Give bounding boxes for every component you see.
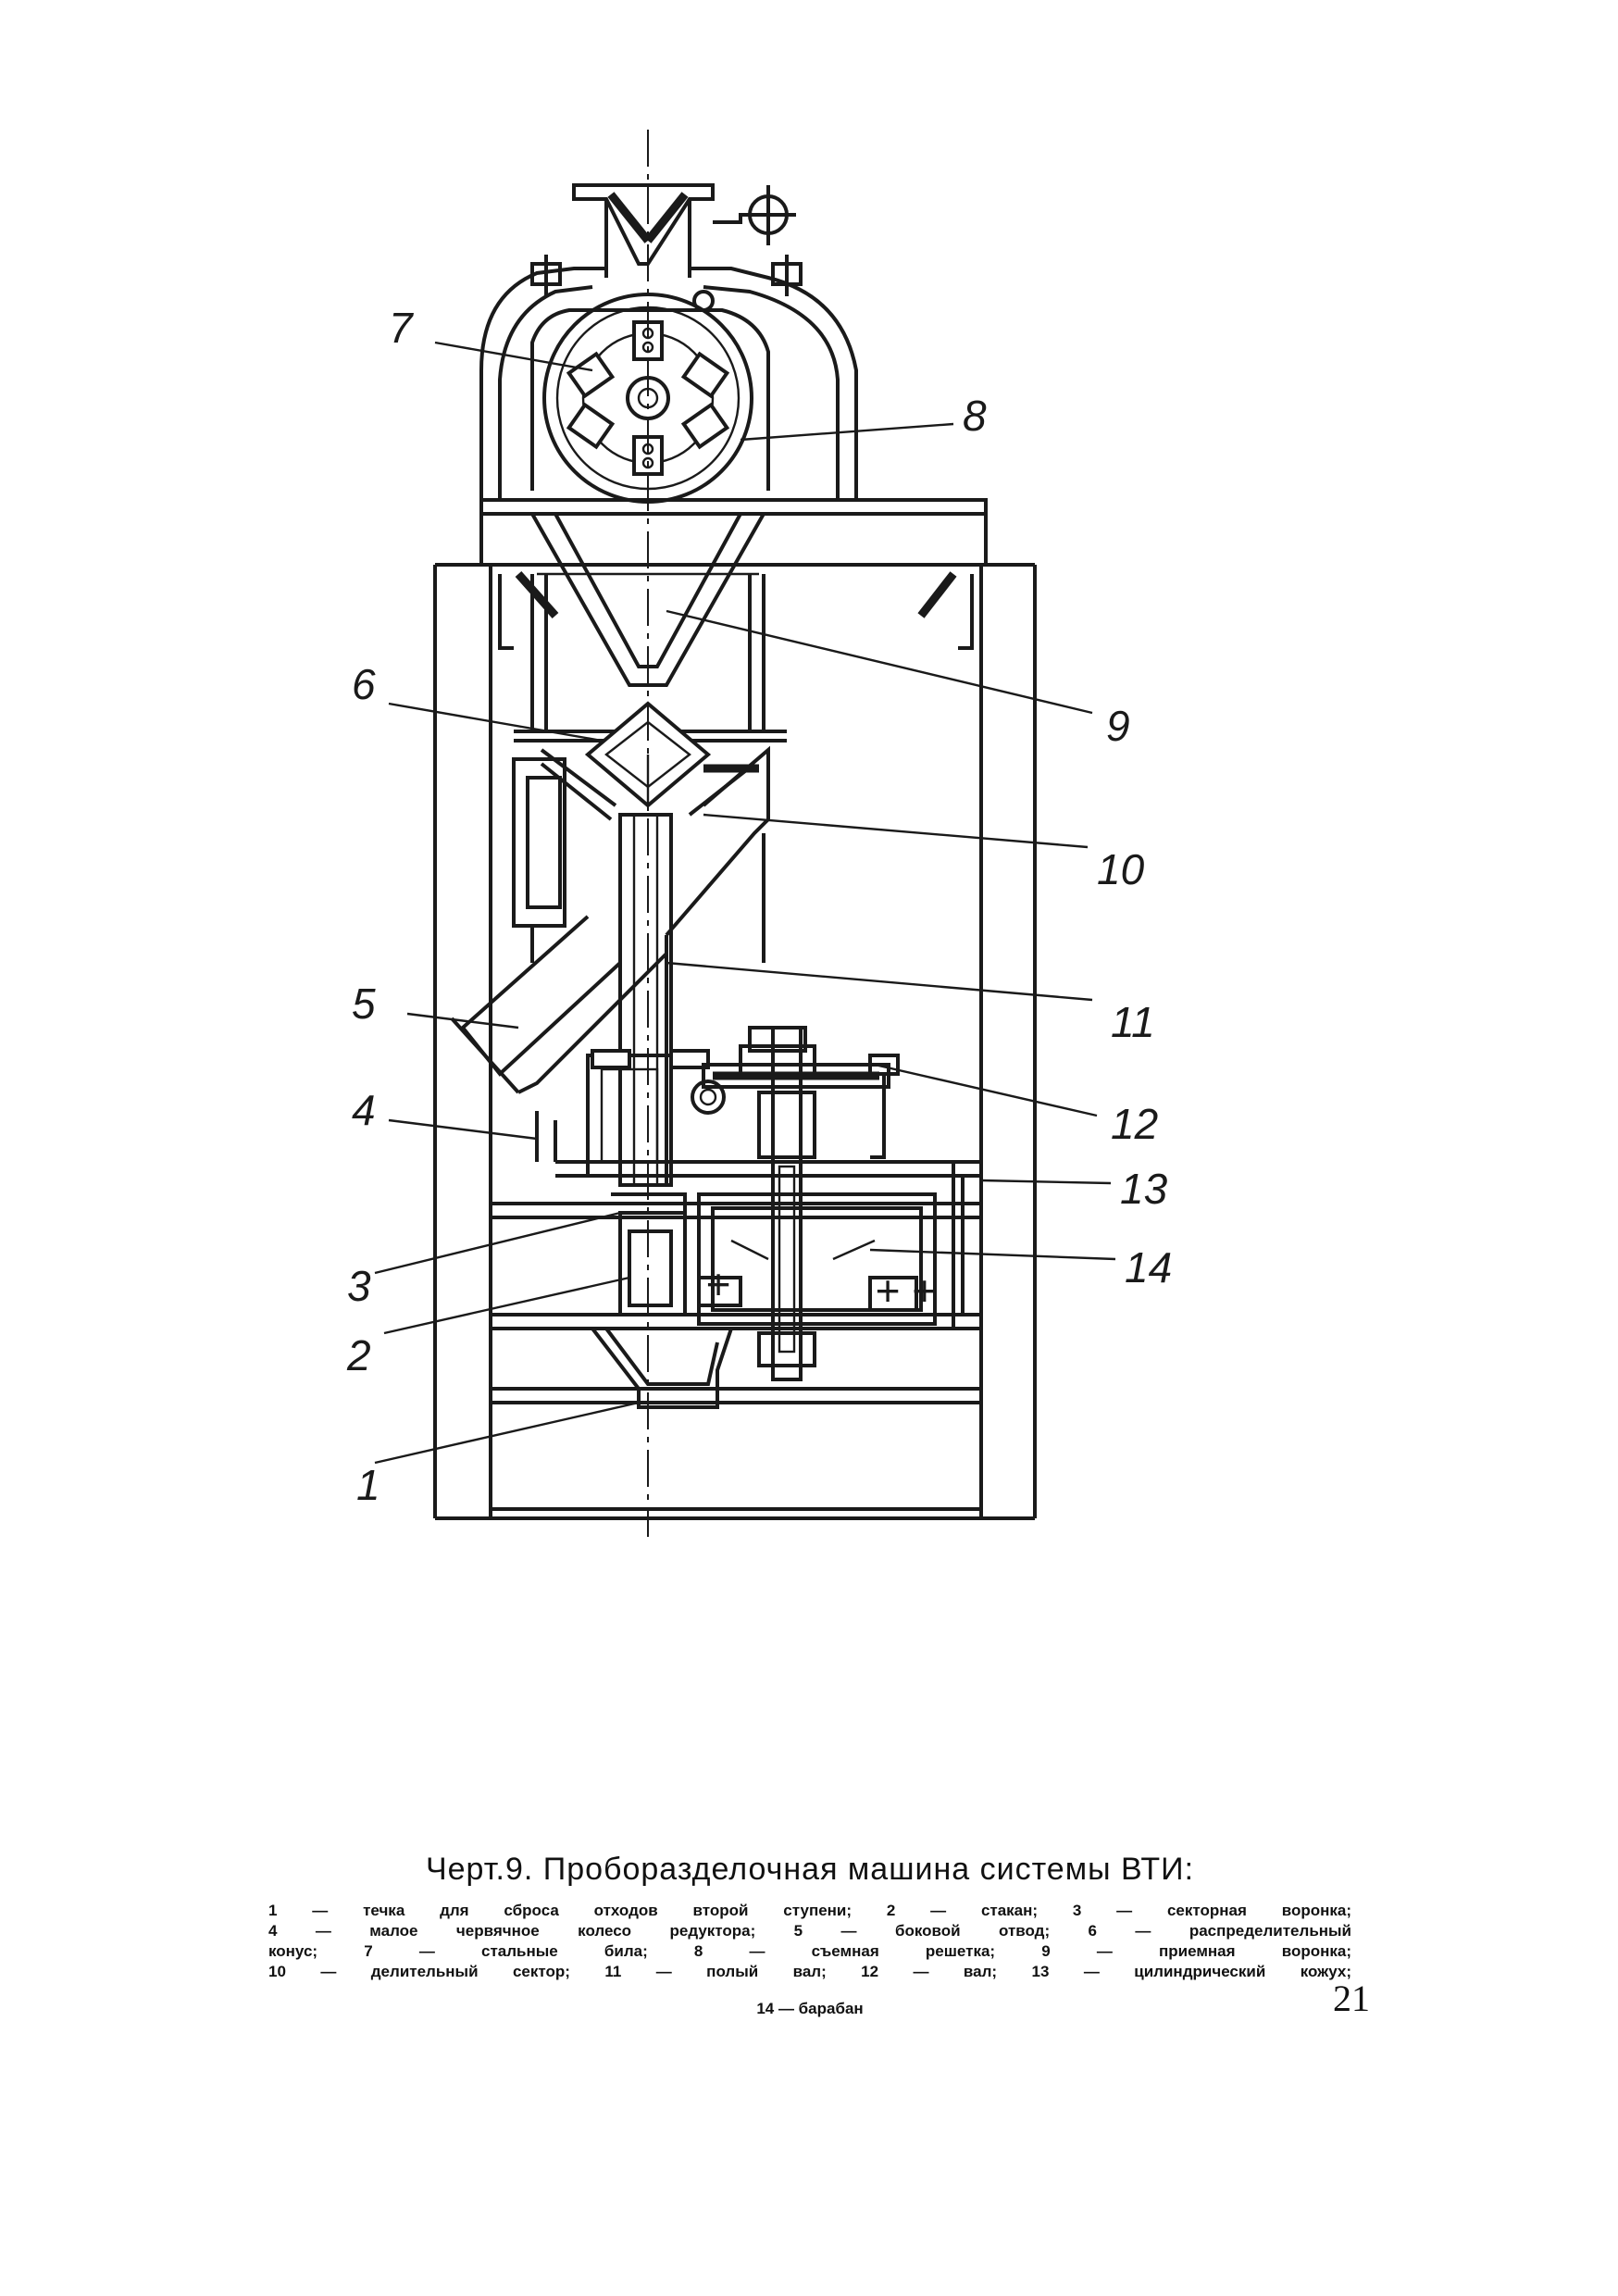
caption-title: Черт.9. Проборазделочная машина системы ВТИ: — [425, 1852, 1195, 1887]
callout-12: 12 — [1111, 1100, 1159, 1148]
callout-1: 1 — [356, 1461, 380, 1509]
page-number: 21 — [1333, 1978, 1370, 2019]
receiving-funnel — [500, 514, 972, 731]
legend-line: 1 — течка для сброса отходов второй ступени; 2 — стакан; 3 — секторная воронка; — [268, 1902, 1351, 1919]
callout-7: 7 — [389, 304, 413, 352]
legend-line: 4 — малое червячное колесо редуктора; 5 — боковой отвод; 6 — распределительный — [268, 1922, 1351, 1940]
callout-2: 2 — [347, 1331, 371, 1379]
callout-9: 9 — [1106, 702, 1130, 750]
callout-8: 8 — [963, 392, 987, 440]
lower-assembly — [592, 1162, 981, 1407]
callout-5: 5 — [352, 980, 376, 1028]
callout-6: 6 — [352, 660, 376, 708]
crusher-housing — [481, 185, 986, 565]
svg-text:+: + — [705, 1260, 730, 1308]
svg-text:+ +: + + — [875, 1267, 937, 1315]
callout-13: 13 — [1120, 1165, 1168, 1213]
figure-caption — [268, 1852, 1351, 2019]
callout-10: 10 — [1097, 845, 1145, 893]
leader-lines — [375, 343, 1115, 1463]
callout-3: 3 — [347, 1262, 371, 1310]
callout-4: 4 — [352, 1086, 376, 1134]
callout-11: 11 — [1111, 998, 1155, 1046]
legend-line: 14 — барабан — [756, 2000, 864, 2017]
callout-14: 14 — [1125, 1243, 1173, 1292]
legend-line: конус; 7 — стальные била; 8 — съемная решетка; 9 — приемная воронка; — [268, 1942, 1351, 1960]
outer-housing — [435, 565, 1035, 1518]
legend-line: 10 — делительный сектор; 11 — полый вал; 12 — вал; 13 — цилиндрический кожух; — [268, 1963, 1351, 1980]
